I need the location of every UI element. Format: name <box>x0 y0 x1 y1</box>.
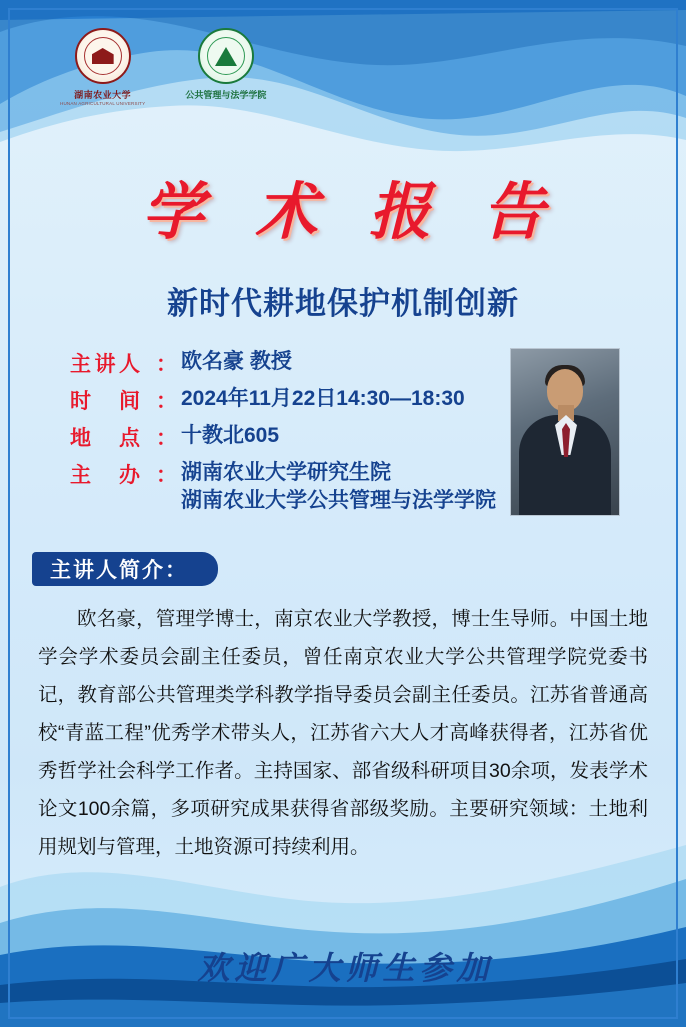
event-info-block <box>70 348 496 523</box>
bio-heading-banner <box>32 552 218 586</box>
info-row-location <box>70 422 496 452</box>
college-logo <box>185 28 266 101</box>
organizer-line-1: 湖南农业大学研究生院 <box>181 461 391 484</box>
info-row-time <box>70 385 496 415</box>
college-logo-label: 公共管理与法学学院 <box>185 90 267 100</box>
info-label-organizer: 主办 <box>70 464 140 487</box>
info-label-time: 时间 <box>70 390 140 413</box>
info-row-speaker <box>70 348 496 378</box>
leaf-glyph <box>215 47 237 66</box>
info-label-location: 地点 <box>70 427 140 450</box>
college-seal-icon <box>198 28 254 84</box>
info-colon-speaker: ： <box>156 353 177 376</box>
university-logo-sublabel: HUNAN AGRICULTURAL UNIVERSITY <box>60 101 146 106</box>
bio-paragraph: 欧名豪，管理学博士，南京农业大学教授，博士生导师。中国土地学会学术委员会副主任委员，曾任南京农业大学公共管理学院党委书记，教育部公共管理类学科教学指导委员会副主任委员。江苏省普通高校“青蓝工程”优秀学术带头人，江苏省六大人才高峰获得者，江苏省优秀哲学社会科学工作者。主持国家、部省级科研项目30余项，发表学术论文100余篇，多项研究成果获得省部级奖励。主要研究领域：土地利用规划与管理，土地资源可持续利用。 <box>38 608 648 859</box>
info-colon-time: ： <box>156 390 177 413</box>
info-colon-organizer: ： <box>156 464 177 487</box>
bio-heading-label: 主讲人简介： <box>50 559 188 582</box>
page-subtitle: 新时代耕地保护机制创新 <box>167 286 519 321</box>
info-value-speaker: 欧名豪 教授 <box>181 350 292 373</box>
university-seal-icon <box>75 28 131 84</box>
logo-row <box>60 28 266 106</box>
info-value-time: 2024年11月22日14:30—18:30 <box>181 387 465 410</box>
info-colon-location: ： <box>156 427 177 450</box>
university-logo-label: 湖南农业大学 <box>74 90 132 100</box>
info-value-location: 十教北605 <box>181 424 280 447</box>
page-title: 学 术 报 告 <box>141 179 563 247</box>
seal-building-glyph <box>92 48 114 64</box>
info-row-organizer <box>70 459 496 516</box>
organizer-line-2: 湖南农业大学公共管理与法学学院 <box>181 489 496 513</box>
info-value-organizer <box>181 459 496 516</box>
university-logo <box>60 28 145 106</box>
footer-slogan: 欢迎广大师生参加 <box>197 950 494 986</box>
info-label-speaker: 主讲人 <box>70 353 140 376</box>
speaker-portrait <box>510 348 620 516</box>
